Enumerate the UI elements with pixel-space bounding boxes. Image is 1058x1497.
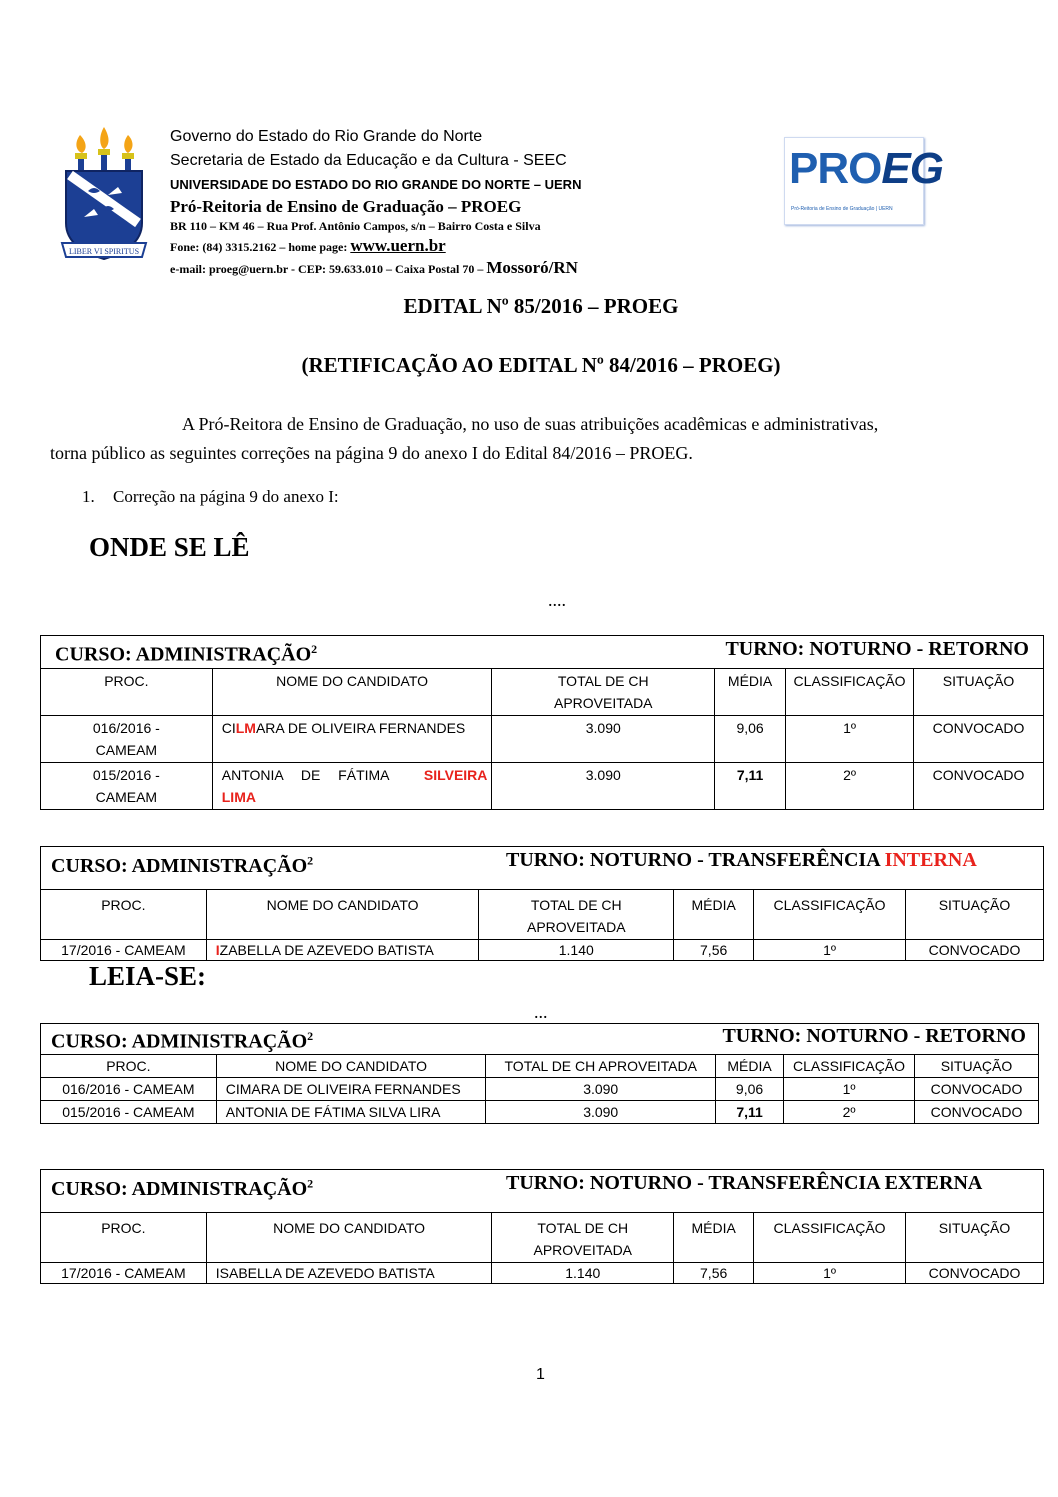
table-row: 016/2016 - CAMEAM CILMARA DE OLIVEIRA FERNANDES 3.090 9,06 1º CONVOCADO (41, 715, 1044, 762)
table-row: 17/2016 - CAMEAM IZABELLA DE AZEVEDO BATISTA 1.140 7,56 1º CONVOCADO (41, 940, 1044, 961)
torch-icon (75, 127, 134, 171)
table-row: 17/2016 - CAMEAM ISABELLA DE AZEVEDO BATISTA 1.140 7,56 1º CONVOCADO (41, 1263, 1044, 1284)
uern-seal (58, 125, 150, 275)
curso-label: CURSO: ADMINISTRAÇÃO$^2$ (51, 853, 314, 877)
table-header-row (41, 668, 1044, 715)
proeg-logo (784, 137, 943, 225)
header-secretaria: Secretaria de Estado da Educação e da Cultura - SEEC (170, 152, 567, 169)
table-retorno-corrigida (40, 1023, 1039, 1124)
intro-paragraph-line2: torna público as seguintes correções na página 9 do anexo I do Edital 84/2016 – PROEG. (50, 443, 693, 463)
col-proc: PROC. (41, 1213, 207, 1263)
table-caption (41, 1024, 1039, 1055)
col-proc: PROC. (41, 1054, 217, 1077)
table-row: 015/2016 - CAMEAM ANTONIA DE FÁTIMA SILVA LIRA 3.090 7,11 2º CONVOCADO (41, 1100, 1039, 1123)
turno-label: TURNO: NOTURNO - TRANSFERÊNCIA INTERNA (506, 849, 977, 871)
col-proc: PROC. (41, 668, 213, 715)
col-classificacao: CLASSIFICAÇÃO (754, 890, 906, 940)
leia-se-heading: LEIA-SE: (89, 961, 207, 991)
proeg-logo-text: PROEG (789, 144, 943, 193)
table-row: 015/2016 - CAMEAM ANTONIA DE FÁTIMA SILVEIRA LIMA 3.090 7,11 2º CONVOCADO (41, 762, 1044, 809)
header-address: BR 110 – KM 46 – Rua Prof. Antônio Campos, s/n – Bairro Costa e Silva (170, 219, 541, 233)
turno-label: TURNO: NOTURNO - RETORNO (722, 1025, 1026, 1047)
col-media: MÉDIA (715, 668, 786, 715)
page-number: 1 (536, 1366, 545, 1383)
header-government: Governo do Estado do Rio Grande do Norte (170, 128, 483, 145)
intro-paragraph-line1: A Pró-Reitora de Ensino de Graduação, no uso de suas atribuições acadêmicas e administrativas, (182, 414, 879, 434)
table-caption (41, 636, 1044, 669)
svg-text:LIBER VI SPIRITUS: LIBER VI SPIRITUS (68, 247, 140, 256)
col-classificacao: CLASSIFICAÇÃO (784, 1054, 915, 1077)
email-text: e-mail: proeg@uern.br - CEP: 59.633.010 – Caixa Postal 70 – (170, 262, 487, 276)
header-email (170, 258, 578, 278)
col-situacao: SITUAÇÃO (914, 668, 1044, 715)
col-situacao: SITUAÇÃO (906, 1213, 1044, 1263)
proeg-logo-subtitle: Pró-Reitoria de Ensino de Graduação | UERN (791, 206, 893, 212)
col-media: MÉDIA (674, 1213, 754, 1263)
table-caption (41, 1170, 1044, 1213)
table-header-row (41, 1213, 1044, 1263)
table-retorno-original (40, 635, 1044, 810)
col-nome: NOME DO CANDIDATO (206, 1213, 492, 1263)
city-text: Mossoró/RN (486, 258, 578, 277)
curso-label: CURSO: ADMINISTRAÇÃO$^2$ (51, 1029, 314, 1053)
onde-se-le-heading: ONDE SE LÊ (89, 532, 250, 562)
col-nome: NOME DO CANDIDATO (206, 890, 479, 940)
turno-label: TURNO: NOTURNO - TRANSFERÊNCIA EXTERNA (506, 1172, 983, 1194)
table-header-row (41, 890, 1044, 940)
col-total: TOTAL DE CH APROVEITADA (492, 668, 715, 715)
col-media: MÉDIA (674, 890, 754, 940)
table-transferencia-corrigida (40, 1169, 1044, 1284)
fone-text: Fone: (84) 3315.2162 – home page: (170, 240, 351, 254)
list-number: 1. (82, 487, 95, 506)
col-nome: NOME DO CANDIDATO (212, 668, 492, 715)
header-university: UNIVERSIDADE DO ESTADO DO RIO GRANDE DO NORTE – UERN (170, 177, 582, 192)
col-situacao: SITUAÇÃO (915, 1054, 1039, 1077)
col-classificacao: CLASSIFICAÇÃO (754, 1213, 906, 1263)
header-fone (170, 236, 446, 256)
list-item-text: Correção na página 9 do anexo I: (113, 487, 339, 506)
turno-label: TURNO: NOTURNO - RETORNO (725, 638, 1029, 660)
col-classificacao: CLASSIFICAÇÃO (786, 668, 914, 715)
col-total: TOTAL DE CH APROVEITADA (479, 890, 674, 940)
edital-subtitle: (RETIFICAÇÃO AO EDITAL Nº 84/2016 – PROEG) (301, 353, 781, 377)
col-nome: NOME DO CANDIDATO (216, 1054, 486, 1077)
table-row: 016/2016 - CAMEAM CIMARA DE OLIVEIRA FERNANDES 3.090 9,06 1º CONVOCADO (41, 1077, 1039, 1100)
col-situacao: SITUAÇÃO (906, 890, 1044, 940)
table-header-row (41, 1054, 1039, 1077)
col-proc: PROC. (41, 890, 207, 940)
table-caption (41, 847, 1044, 890)
website-link[interactable]: www.uern.br (350, 236, 446, 255)
curso-label: CURSO: ADMINISTRAÇÃO$^2$ (55, 642, 318, 666)
table-transferencia-original (40, 846, 1044, 961)
ellipsis: ... (534, 1002, 548, 1022)
col-total: TOTAL DE CH APROVEITADA (486, 1054, 716, 1077)
edital-title: EDITAL Nº 85/2016 – PROEG (403, 294, 679, 318)
col-media: MÉDIA (716, 1054, 784, 1077)
curso-label: CURSO: ADMINISTRAÇÃO$^2$ (51, 1176, 314, 1200)
ellipsis: .... (548, 590, 566, 610)
col-total: TOTAL DE CH APROVEITADA (492, 1213, 674, 1263)
header-proreitoria: Pró-Reitoria de Ensino de Graduação – PROEG (170, 197, 522, 216)
